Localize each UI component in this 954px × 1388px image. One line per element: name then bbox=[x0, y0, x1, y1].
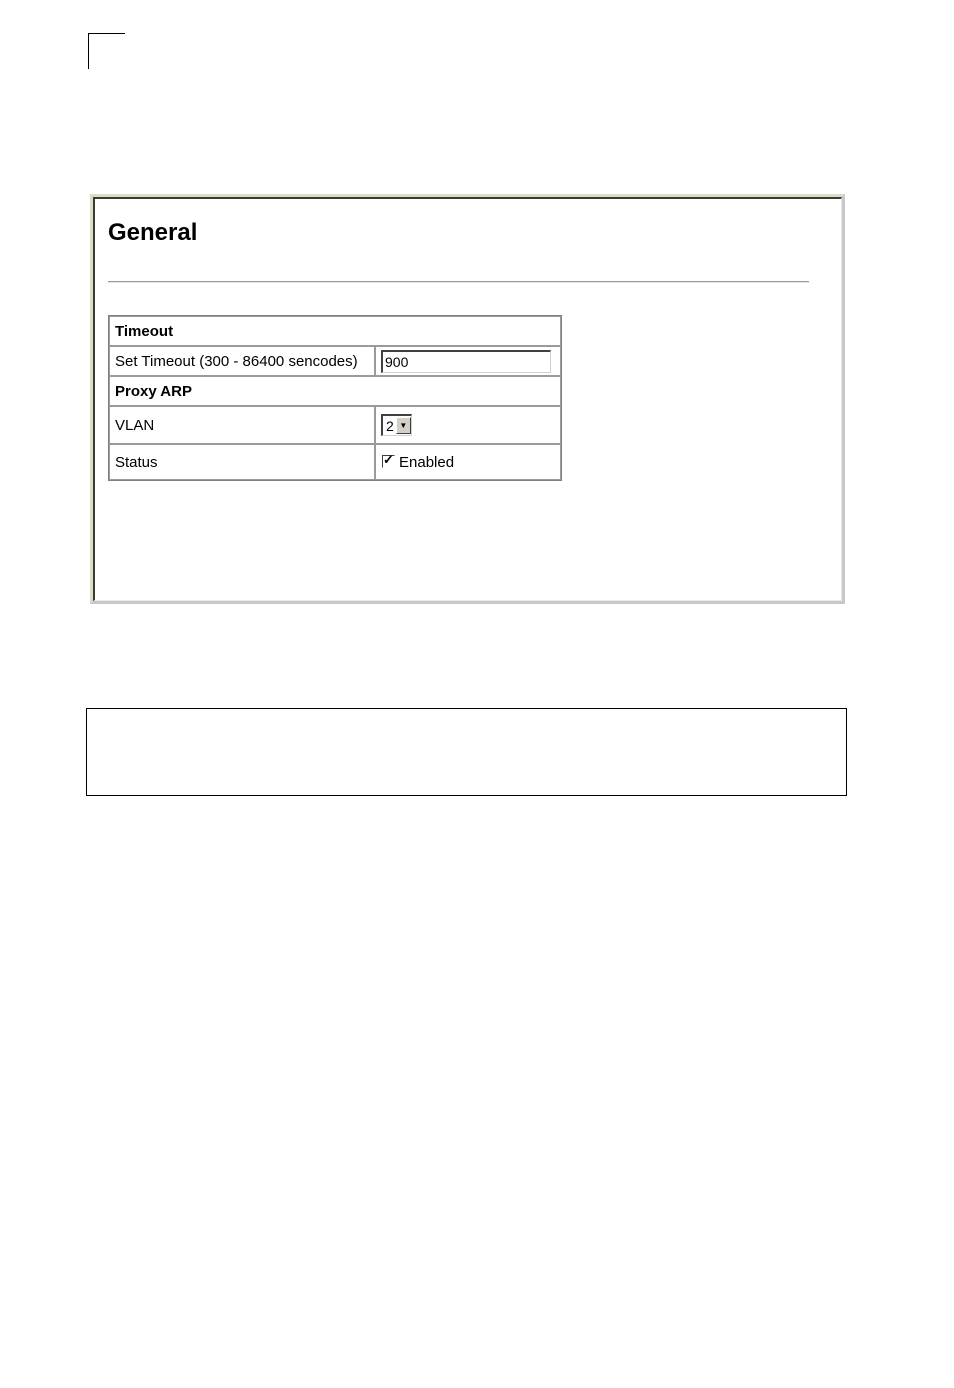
set-timeout-label: Set Timeout (300 - 86400 sencodes) bbox=[109, 346, 375, 376]
page-title: General bbox=[108, 219, 198, 246]
vlan-cell bbox=[375, 406, 561, 444]
set-timeout-cell bbox=[375, 346, 561, 376]
vlan-select-value: 2 bbox=[386, 417, 394, 434]
section-heading-proxy-arp: Proxy ARP bbox=[109, 376, 561, 406]
section-heading-timeout: Timeout bbox=[109, 316, 561, 346]
status-enabled-checkbox[interactable] bbox=[382, 451, 395, 468]
crop-mark-vertical bbox=[88, 33, 89, 69]
set-timeout-input[interactable] bbox=[381, 350, 551, 373]
table-row bbox=[109, 406, 561, 444]
crop-mark-horizontal bbox=[88, 33, 125, 34]
section-row-proxy-arp bbox=[109, 376, 561, 406]
vlan-select[interactable] bbox=[381, 414, 412, 436]
title-divider bbox=[108, 281, 809, 283]
vlan-label: VLAN bbox=[109, 406, 375, 444]
web-panel bbox=[93, 197, 842, 601]
checkmark-icon: ✓ bbox=[383, 451, 394, 467]
section-row-timeout bbox=[109, 316, 561, 346]
status-enabled-label: Enabled bbox=[399, 453, 455, 471]
note-box bbox=[86, 708, 847, 796]
settings-table bbox=[108, 315, 562, 481]
web-panel-frame bbox=[90, 194, 845, 604]
table-row bbox=[109, 346, 561, 376]
status-label: Status bbox=[109, 444, 375, 480]
table-row bbox=[109, 444, 561, 480]
chevron-down-icon[interactable]: ▼ bbox=[396, 417, 411, 434]
status-cell bbox=[375, 444, 561, 480]
